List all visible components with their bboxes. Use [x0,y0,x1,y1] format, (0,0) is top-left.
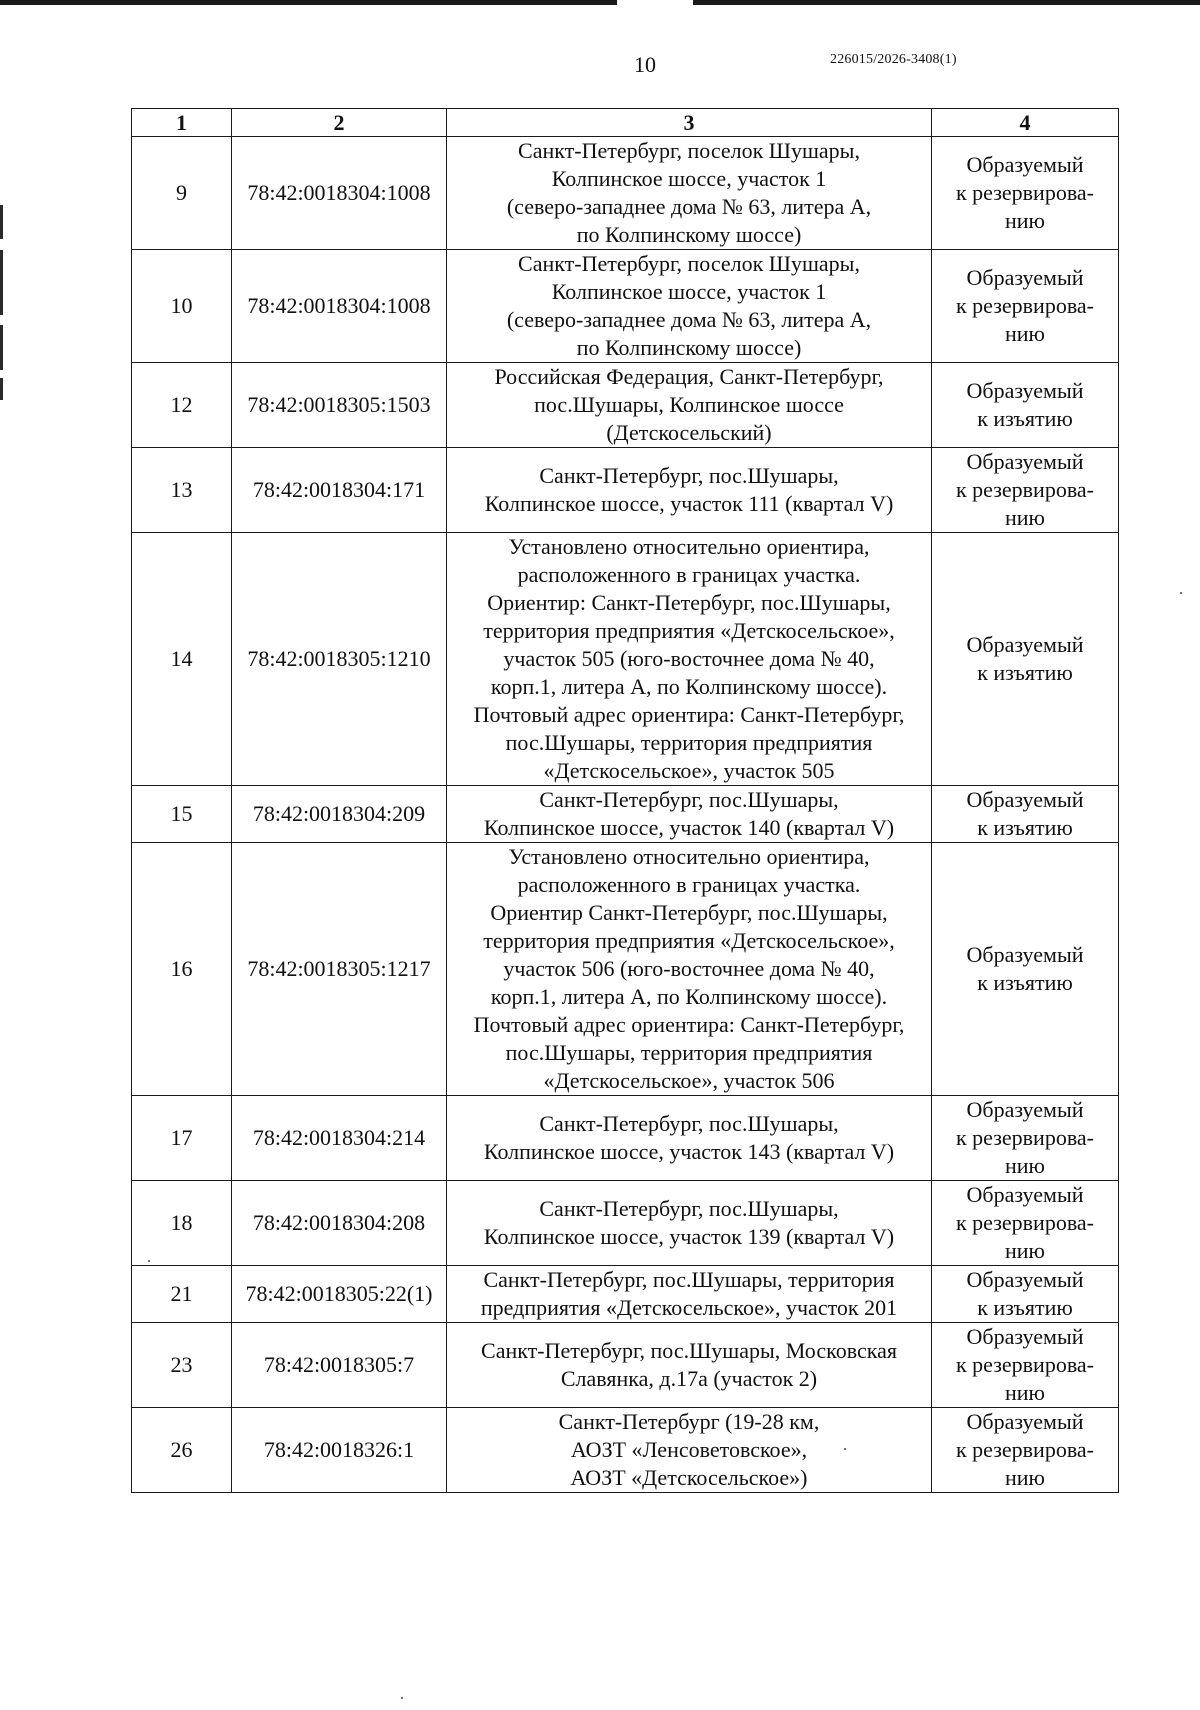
table-row [132,533,1119,786]
status-line: к резервирова- [955,1125,1095,1150]
status-line: Образуемый [966,1324,1084,1349]
status-line: Образуемый [966,1267,1084,1292]
address-line: Колпинское шоссе, участок 139 (квартал V) [483,1224,895,1249]
table-row [132,1181,1119,1266]
table-row [132,786,1119,843]
status-line: к резервирова- [955,1352,1095,1377]
cadastral-number: 78:42:0018304:214 [232,1096,447,1181]
column-header: 1 [132,109,232,137]
address-cell [447,363,932,448]
cadastral-number: 78:42:0018304:171 [232,448,447,533]
status-line: нию [1005,1465,1045,1490]
status-line: Образуемый [966,1097,1084,1122]
table-row [132,250,1119,363]
status-line: к резервирова- [955,1210,1095,1235]
cadastral-number: 78:42:0018305:7 [232,1323,447,1408]
status-cell [932,1408,1119,1493]
address-cell [447,1096,932,1181]
address-line: Санкт-Петербург, пос.Шушары, [539,787,839,812]
address-line: Санкт-Петербург, пос.Шушары, территория [483,1267,895,1292]
address-line: Ориентир Санкт-Петербург, пос.Шушары, [490,900,888,925]
status-cell [932,786,1119,843]
status-cell [932,448,1119,533]
address-cell [447,533,932,786]
scan-margin-mark [0,378,3,400]
row-number: 9 [132,137,232,250]
table-row [132,1408,1119,1493]
table-row [132,363,1119,448]
status-line: Образуемый [966,632,1084,657]
land-plots-table [131,108,1119,1493]
table-body [132,137,1119,1493]
status-cell [932,843,1119,1096]
column-header: 2 [232,109,447,137]
address-line: корп.1, литера А, по Колпинскому шоссе). [490,984,888,1009]
status-line: Образуемый [966,1182,1084,1207]
row-number: 12 [132,363,232,448]
address-line: Колпинское шоссе, участок 143 (квартал V) [483,1139,895,1164]
address-line: Санкт-Петербург, пос.Шушары, Московская [481,1338,897,1363]
cadastral-number: 78:42:0018305:1503 [232,363,447,448]
status-line: к изъятию [977,970,1073,995]
cadastral-number: 78:42:0018305:1210 [232,533,447,786]
address-line: (северо-западнее дома № 63, литера А, [506,194,872,219]
document-id: 226015/2026-3408(1) [830,52,957,67]
address-cell [447,786,932,843]
status-line: Образуемый [966,787,1084,812]
cadastral-number: 78:42:0018305:22(1) [232,1266,447,1323]
address-line: расположенного в границах участка. [517,562,861,587]
row-number: 13 [132,448,232,533]
cadastral-number: 78:42:0018305:1217 [232,843,447,1096]
table-row [132,448,1119,533]
column-header: 4 [932,109,1119,137]
address-line: расположенного в границах участка. [517,872,861,897]
address-line: предприятия «Детскосельское», участок 201 [480,1295,898,1320]
address-line: корп.1, литера А, по Колпинскому шоссе). [490,674,888,699]
status-cell [932,137,1119,250]
address-line: Установлено относительно ориентира, [508,534,870,559]
address-line: «Детскосельское», участок 506 [543,1068,835,1093]
status-cell [932,1181,1119,1266]
scan-speck [1180,592,1182,594]
scan-top-border-left [0,0,617,5]
address-line: (Детскосельский) [606,420,772,445]
address-line: участок 505 (юго-восточнее дома № 40, [503,646,875,671]
address-cell [447,448,932,533]
row-number: 18 [132,1181,232,1266]
status-line: к изъятию [977,815,1073,840]
table-header-row [132,109,1119,137]
status-line: нию [1005,505,1045,530]
status-line: к резервирова- [955,180,1095,205]
status-cell [932,533,1119,786]
address-cell [447,1266,932,1323]
status-line: к резервирова- [955,477,1095,502]
address-line: территория предприятия «Детскосельское», [483,928,895,953]
row-number: 10 [132,250,232,363]
address-line: Санкт-Петербург, поселок Шушары, [518,138,860,163]
address-line: Санкт-Петербург, пос.Шушары, [539,1196,839,1221]
row-number: 23 [132,1323,232,1408]
status-cell [932,1096,1119,1181]
address-line: Колпинское шоссе, участок 1 [551,279,827,304]
address-line: Колпинское шоссе, участок 140 (квартал V) [483,815,895,840]
table-row [132,1096,1119,1181]
status-line: нию [1005,208,1045,233]
address-line: АОЗТ «Детскосельское») [570,1465,808,1490]
status-line: Образуемый [966,152,1084,177]
scan-speck [401,1697,403,1699]
column-header: 3 [447,109,932,137]
page-number: 10 [634,52,656,77]
address-line: пос.Шушары, Колпинское шоссе [534,392,844,417]
row-number: 21 [132,1266,232,1323]
row-number: 14 [132,533,232,786]
status-line: Образуемый [966,449,1084,474]
cadastral-number: 78:42:0018304:208 [232,1181,447,1266]
table-row [132,137,1119,250]
cadastral-number: 78:42:0018304:209 [232,786,447,843]
cadastral-number: 78:42:0018304:1008 [232,250,447,363]
address-line: Установлено относительно ориентира, [508,844,870,869]
address-line: Санкт-Петербург (19-28 км, [558,1409,820,1434]
address-line: по Колпинскому шоссе) [576,222,802,247]
status-line: Образуемый [966,378,1084,403]
status-line: к изъятию [977,660,1073,685]
address-line: Колпинское шоссе, участок 1 [551,166,827,191]
status-cell [932,1266,1119,1323]
status-line: к изъятию [977,406,1073,431]
table-row [132,1266,1119,1323]
address-cell [447,250,932,363]
address-line: АОЗТ «Ленсоветовское», [570,1437,808,1462]
row-number: 26 [132,1408,232,1493]
address-cell [447,1323,932,1408]
status-line: к изъятию [977,1295,1073,1320]
table-row [132,843,1119,1096]
status-cell [932,363,1119,448]
row-number: 17 [132,1096,232,1181]
address-cell [447,843,932,1096]
address-line: Санкт-Петербург, пос.Шушары, [539,463,839,488]
address-line: Санкт-Петербург, поселок Шушары, [518,251,860,276]
status-line: Образуемый [966,265,1084,290]
row-number: 15 [132,786,232,843]
status-line: нию [1005,1238,1045,1263]
address-line: Ориентир: Санкт-Петербург, пос.Шушары, [487,590,891,615]
address-line: Российская Федерация, Санкт-Петербург, [494,364,884,389]
address-cell [447,1181,932,1266]
address-line: Славянка, д.17а (участок 2) [560,1366,818,1391]
row-number: 16 [132,843,232,1096]
scan-margin-mark [0,325,3,370]
scan-margin-mark [0,205,3,239]
scan-margin-mark [0,250,3,315]
table-row [132,1323,1119,1408]
status-line: нию [1005,321,1045,346]
address-line: Почтовый адрес ориентира: Санкт-Петербург, [473,1012,905,1037]
address-line: пос.Шушары, территория предприятия [505,1040,873,1065]
status-cell [932,250,1119,363]
address-line: участок 506 (юго-восточнее дома № 40, [503,956,875,981]
address-line: по Колпинскому шоссе) [576,335,802,360]
scan-top-border-right [693,0,1200,5]
status-line: к резервирова- [955,1437,1095,1462]
status-line: Образуемый [966,942,1084,967]
status-line: нию [1005,1380,1045,1405]
status-cell [932,1323,1119,1408]
status-line: нию [1005,1153,1045,1178]
cadastral-number: 78:42:0018326:1 [232,1408,447,1493]
address-line: Колпинское шоссе, участок 111 (квартал V) [484,491,894,516]
status-line: Образуемый [966,1409,1084,1434]
address-line: (северо-западнее дома № 63, литера А, [506,307,872,332]
address-line: «Детскосельское», участок 505 [543,758,835,783]
address-cell [447,137,932,250]
address-cell [447,1408,932,1493]
address-line: территория предприятия «Детскосельское», [483,618,895,643]
status-line: к резервирова- [955,293,1095,318]
address-line: Почтовый адрес ориентира: Санкт-Петербург, [473,702,905,727]
address-line: Санкт-Петербург, пос.Шушары, [539,1111,839,1136]
cadastral-number: 78:42:0018304:1008 [232,137,447,250]
address-line: пос.Шушары, территория предприятия [505,730,873,755]
